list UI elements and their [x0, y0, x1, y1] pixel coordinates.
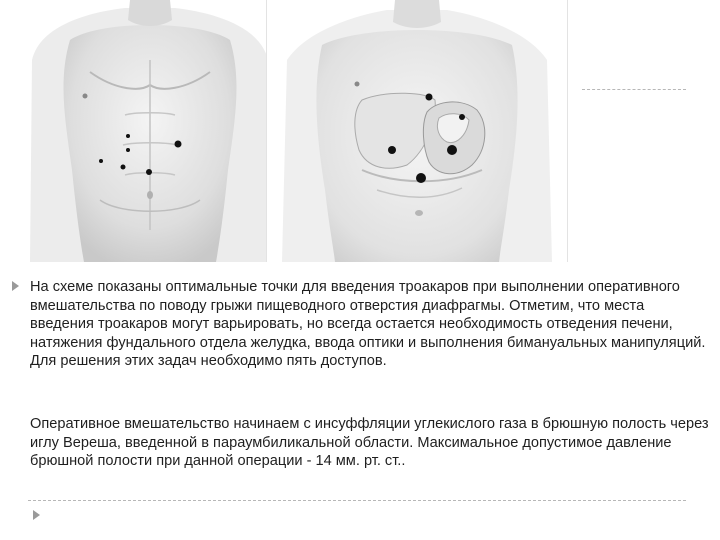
bullet-arrow-icon: [12, 281, 19, 291]
torso-organs-illustration: [267, 0, 567, 262]
paragraph-insufflation: Оперативное вмешательство начинаем с инсуффляции углекислого газа в брюшную полость через иглу Вереша, введенной в параумбиликальной области. Максимальное допустимое давление брюшной полости при данной операции - 14 мм. рт. ст..: [30, 416, 709, 470]
bullet-arrow-icon: [33, 510, 40, 520]
torso-figure-right: [266, 0, 568, 262]
divider-line: [582, 89, 686, 90]
torso-figure-left: [30, 0, 270, 262]
paragraph-trocar-points: На схеме показаны оптимальные точки для введения троакаров при выполнении оперативного вмешательства по поводу грыжи пищеводного отверстия диафрагмы. Отметим, что места введения троакаров могут варьировать, но всегда остается необходимость отведения печени, натяжения фундального отдела желудка, ввода оптики и выполнения бимануальных манипуляций. Для решения этих задач необходимо пять доступов.: [30, 279, 706, 370]
torso-front-illustration: [30, 0, 270, 262]
divider-line: [28, 500, 686, 501]
